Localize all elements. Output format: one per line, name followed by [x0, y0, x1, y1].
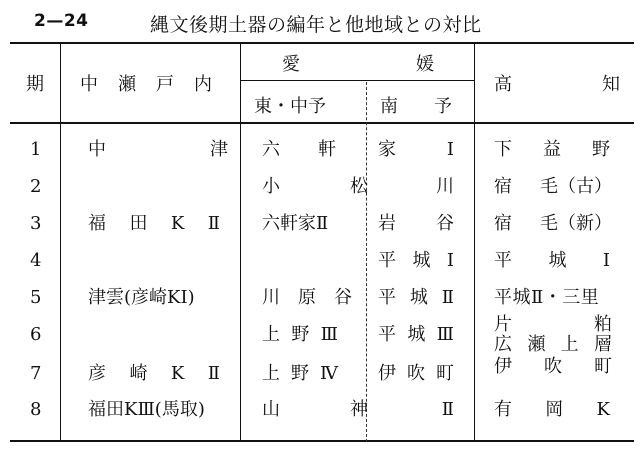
kochi-cell: 片 粕 — [494, 314, 612, 335]
nakasetouchi-cell: 中 津 — [88, 139, 228, 160]
header-higashi-chuyo: 東・中予 — [254, 96, 326, 117]
period-cell: 2 — [30, 176, 42, 197]
kochi-cell: 宿 毛（新） — [494, 213, 612, 234]
kochi-cell: 伊 吹 町 — [494, 356, 612, 377]
nanyo-cell: 平 城 Ⅲ — [378, 324, 454, 345]
higashi-chuyo-cell: 小 — [262, 176, 280, 197]
nakasetouchi-cell: 福 田 K Ⅱ — [88, 213, 220, 234]
nakasetouchi-cell: 彦 崎 K Ⅱ — [88, 363, 220, 384]
nanyo-cell: 伊 吹 町 — [378, 363, 454, 384]
period-cell: 3 — [30, 213, 42, 234]
higashi-chuyo-cell: 六 軒 — [262, 139, 336, 160]
nanyo-cell: 平 城 Ⅰ — [378, 250, 454, 271]
higashi-chuyo-cell: 上 野 Ⅳ — [262, 363, 338, 384]
table-caption — [0, 8, 640, 36]
header-ehime-right: 媛 — [416, 54, 434, 75]
higashi-chuyo-cell: 上 野 Ⅲ — [262, 324, 338, 345]
nanyo-cell: 神 Ⅱ — [350, 399, 454, 420]
chronology-table — [10, 42, 634, 442]
header-ehime-left: 愛 — [282, 54, 300, 75]
nanyo-cell: 平 城 Ⅱ — [378, 287, 454, 308]
kochi-cell: 下 益 野 — [494, 139, 610, 160]
nakasetouchi-cell: 津雲(彦崎KⅠ) — [88, 287, 195, 308]
header-kochi-right: 知 — [602, 74, 620, 95]
header-nanyo: 南 予 — [380, 96, 452, 117]
kochi-cell-secondary: 広 瀬 上 層 — [494, 334, 612, 355]
period-cell: 4 — [30, 250, 42, 271]
period-cell: 5 — [30, 287, 42, 308]
nanyo-cell: 家 Ⅰ — [378, 139, 454, 160]
period-cell: 6 — [30, 324, 42, 345]
nakasetouchi-cell: 福田KⅢ(馬取) — [88, 399, 205, 420]
nanyo-cell: 岩 谷 — [378, 213, 454, 234]
higashi-chuyo-cell: 川 原 谷 — [262, 287, 352, 308]
header-kochi-left: 高 — [494, 74, 512, 95]
kochi-cell: 宿 毛（古） — [494, 176, 612, 197]
period-cell: 7 — [30, 363, 42, 384]
kochi-cell: 平城Ⅱ・三里 — [494, 287, 600, 308]
nanyo-cell: 松 川 — [350, 176, 454, 197]
period-cell: 8 — [30, 399, 42, 420]
table-title: 縄文後期土器の編年と他地域との対比 — [150, 14, 482, 36]
kochi-cell: 平 城 Ⅰ — [494, 250, 610, 271]
table-number: 2—24 — [34, 11, 89, 31]
period-cell: 1 — [30, 139, 42, 160]
higashi-chuyo-cell: 山 — [262, 399, 280, 420]
kochi-cell: 有 岡 K — [494, 399, 610, 420]
header-period: 期 — [26, 74, 44, 95]
header-nakasetouchi: 中 瀬 戸 内 — [80, 74, 213, 95]
higashi-chuyo-cell: 六軒家Ⅱ — [262, 213, 329, 234]
